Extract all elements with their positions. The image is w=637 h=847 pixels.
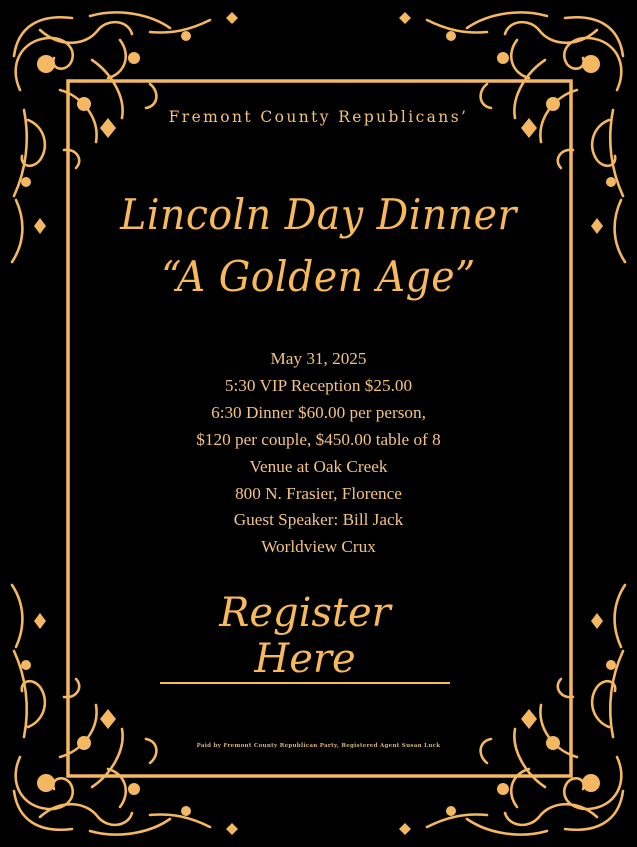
event-date: May 31, 2025: [270, 349, 367, 368]
venue-address: 800 N. Frasier, Florence: [235, 483, 402, 503]
vip-reception: 5:30 VIP Reception $25.00: [224, 375, 413, 395]
organization-name: Fremont County Republicans’: [168, 108, 469, 126]
paid-for-disclaimer: Paid by Fremont County Republican Party, Registered Agent Susan Luck: [196, 743, 441, 749]
event-details: [0, 346, 637, 561]
event-theme: “A Golden Age”: [161, 252, 476, 301]
speaker-organization: Worldview Crux: [261, 537, 376, 557]
guest-speaker: Guest Speaker: Bill Jack: [233, 510, 404, 530]
event-title: Lincoln Day Dinner: [120, 190, 517, 239]
dinner-price: 6:30 Dinner $60.00 per person,: [211, 402, 426, 422]
group-pricing: $120 per couple, $450.00 table of 8: [196, 429, 441, 449]
register-link-label: Register Here: [160, 590, 450, 684]
register-link[interactable]: [160, 590, 450, 682]
venue-name: Venue at Oak Creek: [249, 456, 388, 476]
